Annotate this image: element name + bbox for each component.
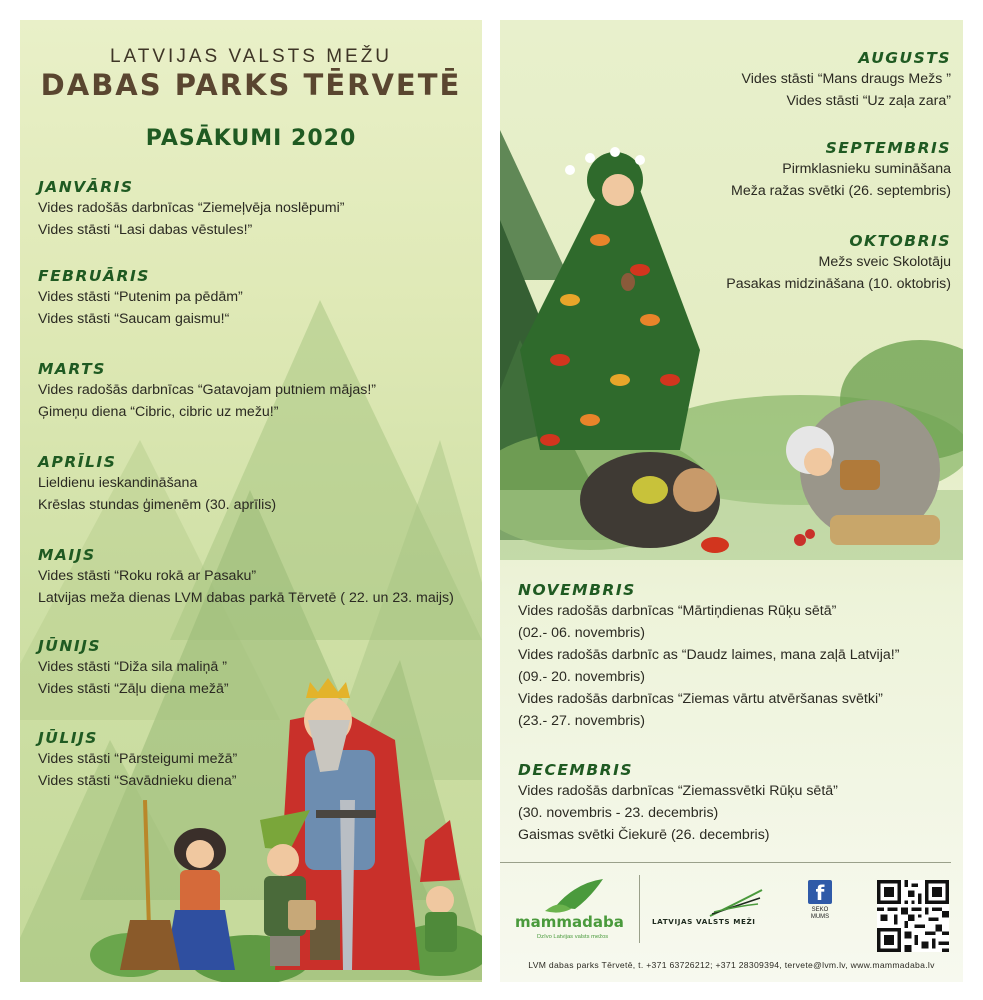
qr-code-icon[interactable] bbox=[877, 880, 949, 952]
event-line: Meža ražas svētki (26. septembris) bbox=[731, 183, 951, 199]
logo-separator bbox=[639, 875, 640, 943]
event-line: Krēslas stundas ģimenēm (30. aprīlis) bbox=[38, 497, 277, 513]
month-heading: APRĪLIS bbox=[38, 453, 117, 471]
month-november bbox=[518, 580, 899, 732]
event-line: Vides radošās darbnīcas “Ziemassvētki Rūķu sētā” bbox=[518, 783, 838, 799]
event-line: Vides radošās darbnīcas “Ziemeļvēja noslēpumi” bbox=[38, 200, 345, 216]
month-april bbox=[38, 452, 276, 516]
event-line: Vides stāsti “Saucam gaismu!“ bbox=[38, 311, 230, 327]
event-line: (09.- 20. novembris) bbox=[518, 669, 645, 685]
event-line: Vides stāsti “Lasi dabas vēstules!” bbox=[38, 222, 253, 238]
events-title: PASĀKUMI 2020 bbox=[145, 126, 357, 151]
event-line: Mežs sveic Skolotāju bbox=[818, 254, 951, 270]
month-heading: MAIJS bbox=[38, 546, 96, 564]
month-heading: JANVĀRIS bbox=[38, 178, 134, 196]
event-line: Vides stāsti “Pārsteigumi mežā” bbox=[38, 751, 238, 767]
event-line: Latvijas meža dienas LVM dabas parkā Tērvetē ( 22. un 23. maijs) bbox=[38, 590, 454, 606]
month-heading: OKTOBRIS bbox=[849, 232, 951, 250]
facebook-icon[interactable]: f bbox=[808, 880, 832, 904]
event-line: Vides radošās darbnīcas “Mārtiņdienas Rūķu sētā” bbox=[518, 603, 837, 619]
left-panel bbox=[20, 20, 482, 982]
event-line: Pirmklasnieku sumināšana bbox=[782, 161, 951, 177]
event-line: Vides stāsti “Putenim pa pēdām” bbox=[38, 289, 243, 305]
month-september bbox=[731, 138, 951, 202]
month-heading: SEPTEMBRIS bbox=[825, 139, 951, 157]
month-june bbox=[38, 636, 229, 700]
month-october bbox=[726, 231, 951, 295]
mammadaba-wordmark: mammadaba bbox=[515, 913, 624, 931]
park-title: DABAS PARKS TĒRVETĒ bbox=[40, 68, 462, 102]
footer-divider bbox=[500, 862, 951, 863]
event-line: Vides radošās darbnīcas “Ziemas vārtu atvēršanas svētki” bbox=[518, 691, 883, 707]
month-heading: FEBRUĀRIS bbox=[38, 267, 150, 285]
contact-info: LVM dabas parks Tērvetē, t. +371 63726212; +371 28309394, tervete@lvm.lv, www.mammadaba.lv bbox=[528, 960, 935, 970]
event-line: (30. novembris - 23. decembris) bbox=[518, 805, 719, 821]
mammadaba-tagline: Dzīvo Latvijas valsts mežos bbox=[537, 934, 609, 940]
event-line: Gaismas svētki Čiekurē (26. decembris) bbox=[518, 827, 770, 843]
event-line: Vides radošās darbnīcas “Gatavojam putniem mājas!” bbox=[38, 382, 377, 398]
event-line: Lieldienu ieskandināšana bbox=[38, 475, 198, 491]
month-heading: AUGUSTS bbox=[858, 49, 951, 67]
event-line: Vides stāsti “Zāļu diena mežā” bbox=[38, 681, 229, 697]
org-name: LATVIJAS VALSTS MEŽU bbox=[109, 46, 393, 67]
month-heading: JŪNIJS bbox=[38, 637, 102, 655]
event-line: (02.- 06. novembris) bbox=[518, 625, 645, 641]
month-july bbox=[38, 728, 237, 792]
event-line: Vides stāsti “Uz zaļa zara” bbox=[786, 93, 951, 109]
month-december bbox=[518, 760, 838, 846]
lvm-wordmark: LATVIJAS VALSTS MEŽI bbox=[652, 917, 756, 926]
right-panel bbox=[500, 20, 963, 982]
month-heading: NOVEMBRIS bbox=[518, 581, 636, 599]
event-line: (23.- 27. novembris) bbox=[518, 713, 645, 729]
facebook-follow-label: SEKO MUMS bbox=[810, 907, 830, 920]
month-heading: MARTS bbox=[38, 360, 106, 378]
month-march bbox=[38, 359, 376, 423]
event-line: Pasakas midzināšana (10. oktobris) bbox=[726, 276, 951, 292]
month-heading: DECEMBRIS bbox=[518, 761, 634, 779]
month-may bbox=[38, 545, 454, 609]
event-line: Vides stāsti “Mans draugs Mežs ” bbox=[741, 71, 951, 87]
month-august bbox=[742, 48, 951, 112]
event-line: Vides stāsti “Roku rokā ar Pasaku” bbox=[38, 568, 257, 584]
month-heading: JŪLIJS bbox=[38, 729, 98, 747]
month-february bbox=[38, 266, 243, 330]
event-line: Vides stāsti “Diža sila maliņā ” bbox=[38, 659, 227, 675]
month-january bbox=[38, 177, 345, 241]
event-line: Vides stāsti “Savādnieku diena” bbox=[38, 773, 237, 789]
event-line: Ģimeņu diena “Cibric, cibric uz mežu!” bbox=[38, 404, 279, 420]
event-line: Vides radošās darbnīc as “Daudz laimes, mana zaļā Latvija!” bbox=[518, 647, 900, 663]
